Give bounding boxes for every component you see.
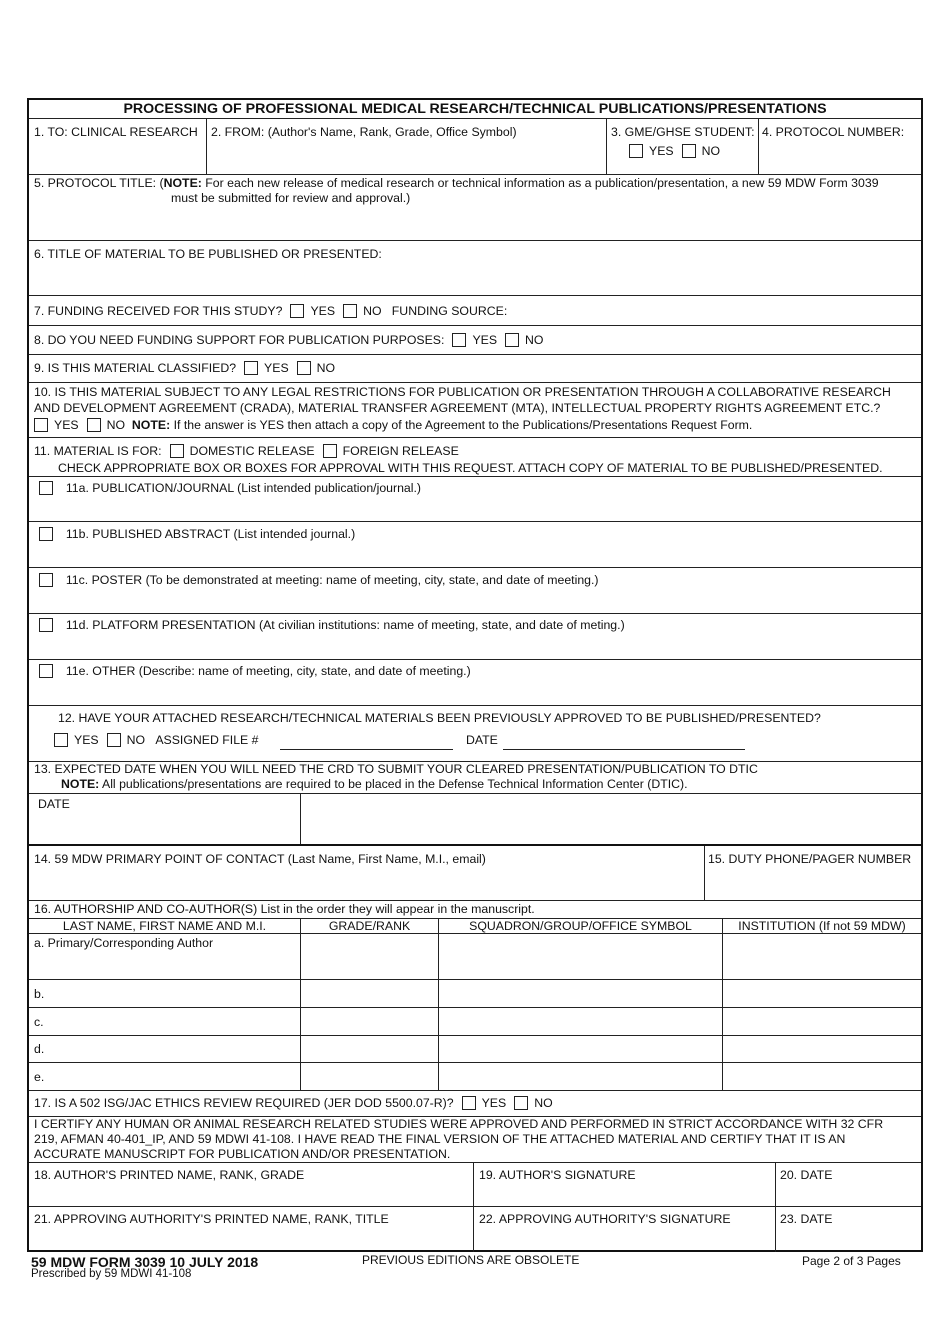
author-row-e	[29, 1063, 921, 1091]
expected-date-field-row	[29, 794, 921, 846]
page-number: Page 2 of 3 Pages	[802, 1254, 901, 1268]
authorship-label-row	[29, 901, 921, 918]
author-e-institution-cell[interactable]	[722, 1063, 921, 1090]
funding-received-row	[29, 296, 921, 326]
author-printed-name-field[interactable]	[29, 1163, 474, 1206]
author-c-grade-cell[interactable]	[300, 1008, 438, 1035]
contact-row	[29, 846, 921, 901]
col-institution-header: INSTITUTION (If not 59 MDW)	[738, 919, 906, 933]
assigned-file-label: ASSIGNED FILE #	[155, 733, 259, 747]
previously-approved-label: 12. HAVE YOUR ATTACHED RESEARCH/TECHNICAL MATERIALS BEEN PREVIOUSLY APPROVED TO BE PUBLISHED/PRESENTED?	[58, 711, 821, 725]
assigned-file-input[interactable]	[280, 749, 453, 750]
legal-no-label: NO	[106, 418, 126, 432]
legal-restrictions-line2: AND DEVELOPMENT AGREEMENT (CRADA), MATERIAL TRANSFER AGREEMENT (MTA), INTELLECTUAL PROPERTY RIGHTS AGREEMENT ETC.?	[34, 401, 881, 415]
funding-support-label: 8. DO YOU NEED FUNDING SUPPORT FOR PUBLICATION PURPOSES:	[34, 333, 445, 347]
author-signature-field[interactable]	[473, 1163, 776, 1206]
expected-date-blank	[300, 794, 921, 844]
protocol-title-label: 5. PROTOCOL TITLE: (	[34, 176, 164, 190]
legal-note: NOTE:	[131, 418, 171, 432]
funding-received-label: 7. FUNDING RECEIVED FOR THIS STUDY?	[34, 304, 283, 318]
author-b-name-cell[interactable]	[29, 980, 300, 1007]
expected-date-note-text: All publications/presentations are required to be placed in the Defense Technical Information Center (DTIC).	[99, 777, 688, 791]
author-b-grade-cell[interactable]	[300, 980, 438, 1007]
funding-support-yes-checkbox[interactable]	[452, 333, 466, 347]
author-b-squadron-cell[interactable]	[438, 980, 722, 1007]
approver-date-field[interactable]	[775, 1207, 921, 1252]
author-e-grade-cell[interactable]	[300, 1063, 438, 1090]
option-11a-label: 11a. PUBLICATION/JOURNAL (List intended publication/journal.)	[65, 481, 422, 495]
option-11e-row	[29, 660, 921, 706]
obsolete-notice: PREVIOUS EDITIONS ARE OBSOLETE	[362, 1253, 580, 1267]
legal-restrictions-row	[29, 383, 921, 438]
author-c-name-cell[interactable]	[29, 1008, 300, 1035]
legal-yes-label: YES	[54, 418, 79, 432]
classified-no-label: NO	[316, 361, 336, 375]
author-a-grade-cell[interactable]	[300, 934, 438, 979]
author-c-institution-cell[interactable]	[722, 1008, 921, 1035]
col-squadron-header: SQUADRON/GROUP/OFFICE SYMBOL	[469, 919, 692, 933]
approved-date-input[interactable]	[503, 749, 745, 750]
legal-note-text: If the answer is YES then attach a copy of the Agreement to the Publications/Presentations Request Form.	[170, 418, 753, 432]
option-11a-row	[29, 477, 921, 522]
author-c-squadron-cell[interactable]	[438, 1008, 722, 1035]
funding-yes-checkbox[interactable]	[290, 304, 304, 318]
ethics-review-label: 17. IS A 502 ISG/JAC ETHICS REVIEW REQUIRED (JER DOD 5500.07-R)?	[34, 1096, 454, 1110]
approved-no-label: NO	[126, 733, 146, 747]
classified-no-checkbox[interactable]	[297, 361, 311, 375]
approver-signature-field[interactable]	[473, 1207, 776, 1252]
previously-approved-row	[29, 706, 921, 762]
duty-phone-label: 15. DUTY PHONE/PAGER NUMBER	[708, 852, 912, 866]
classified-label: 9. IS THIS MATERIAL CLASSIFIED?	[34, 361, 237, 375]
expected-date-label: 13. EXPECTED DATE WHEN YOU WILL NEED THE CRD TO SUBMIT YOUR CLEARED PRESENTATION/PUBLICATION TO DTIC	[34, 762, 758, 776]
legal-no-checkbox[interactable]	[87, 418, 101, 432]
ethics-yes-checkbox[interactable]	[462, 1096, 476, 1110]
approver-signature-label: 22. APPROVING AUTHORITY'S SIGNATURE	[479, 1212, 731, 1226]
from-field[interactable]	[206, 119, 606, 174]
material-instruction: CHECK APPROPRIATE BOX OR BOXES FOR APPROVAL WITH THIS REQUEST. ATTACH COPY OF MATERIAL TO BE PUBLISHED/PRESENTED.	[58, 461, 883, 475]
funding-no-label: NO	[363, 304, 382, 318]
funding-support-no-checkbox[interactable]	[505, 333, 519, 347]
certification-statement	[29, 1117, 921, 1163]
primary-contact-field[interactable]	[29, 846, 705, 900]
protocol-title-note-text2: must be submitted for review and approval.)	[171, 191, 411, 205]
material-title-label: 6. TITLE OF MATERIAL TO BE PUBLISHED OR PRESENTED:	[34, 247, 382, 261]
option-11d-label: 11d. PLATFORM PRESENTATION (At civilian institutions: name of meeting, state, and date of meting.)	[65, 618, 625, 632]
expected-date-row	[29, 762, 921, 794]
authorship-header-row	[29, 918, 921, 934]
author-row-a	[29, 934, 921, 980]
author-c-label: c.	[34, 1015, 44, 1029]
primary-contact-label: 14. 59 MDW PRIMARY POINT OF CONTACT (Last Name, First Name, M.I., email)	[34, 852, 486, 866]
from-label: 2. FROM: (Author's Name, Rank, Grade, Office Symbol)	[211, 125, 517, 139]
form-page	[27, 98, 923, 1252]
to-label: 1. TO: CLINICAL RESEARCH	[34, 125, 198, 139]
protocol-title-note: NOTE:	[163, 176, 202, 190]
form-title: PROCESSING OF PROFESSIONAL MEDICAL RESEARCH/TECHNICAL PUBLICATIONS/PRESENTATIONS	[29, 100, 921, 119]
author-b-label: b.	[34, 987, 45, 1001]
option-11c-row	[29, 568, 921, 614]
author-d-label: d.	[34, 1042, 45, 1056]
author-d-squadron-cell[interactable]	[438, 1036, 722, 1062]
prescribed-by: Prescribed by 59 MDWI 41-108	[31, 1268, 192, 1280]
material-for-row	[29, 438, 921, 477]
option-11b-row	[29, 522, 921, 568]
material-title-field[interactable]	[29, 241, 921, 296]
author-e-name-cell[interactable]	[29, 1063, 300, 1090]
ethics-review-row	[29, 1091, 921, 1117]
certify-line2: 219, AFMAN 40-401_IP, AND 59 MDWI 41-108. I HAVE READ THE FINAL VERSION OF THE ATTACHED MATERIAL AND CERTIFY THAT IT IS AN	[34, 1132, 846, 1146]
expected-date-note: NOTE:	[61, 777, 100, 791]
gme-yes-checkbox[interactable]	[629, 144, 643, 158]
funding-support-no-label: NO	[525, 333, 544, 347]
foreign-release-label: FOREIGN RELEASE	[342, 444, 459, 458]
approved-yes-label: YES	[74, 733, 99, 747]
authorship-label: 16. AUTHORSHIP AND CO-AUTHOR(S) List in the order they will appear in the manuscript.	[34, 902, 535, 916]
material-for-label: 11. MATERIAL IS FOR:	[34, 444, 162, 458]
ethics-yes-label: YES	[481, 1096, 507, 1110]
funding-support-row	[29, 326, 921, 355]
option-11a-checkbox[interactable]	[39, 481, 53, 495]
author-e-label: e.	[34, 1070, 45, 1084]
row-header-fields	[29, 119, 921, 175]
legal-yes-checkbox[interactable]	[34, 418, 48, 432]
gme-label: 3. GME/GHSE STUDENT:	[611, 125, 755, 139]
author-row-d	[29, 1036, 921, 1063]
author-a-name-cell[interactable]	[29, 934, 300, 979]
option-11b-checkbox[interactable]	[39, 527, 53, 541]
protocol-title-field[interactable]	[29, 175, 921, 241]
author-a-label: a. Primary/Corresponding Author	[34, 936, 214, 950]
protocol-number-label: 4. PROTOCOL NUMBER:	[762, 125, 905, 139]
author-printed-name-label: 18. AUTHOR'S PRINTED NAME, RANK, GRADE	[34, 1168, 305, 1182]
certify-line1: I CERTIFY ANY HUMAN OR ANIMAL RESEARCH RELATED STUDIES WERE APPROVED AND PERFORMED IN STRICT ACCORDANCE WITH 32 CFR	[34, 1117, 884, 1131]
author-d-institution-cell[interactable]	[722, 1036, 921, 1062]
approver-printed-name-field[interactable]	[29, 1207, 474, 1252]
approver-date-label: 23. DATE	[780, 1212, 833, 1226]
option-11c-label: 11c. POSTER (To be demonstrated at meeting: name of meeting, city, state, and date of meeting.)	[65, 573, 599, 587]
author-row-c	[29, 1008, 921, 1036]
option-11d-checkbox[interactable]	[39, 618, 53, 632]
col-name-header: LAST NAME, FIRST NAME AND M.I.	[62, 919, 267, 933]
author-b-institution-cell[interactable]	[722, 980, 921, 1007]
form-id: 59 MDW FORM 3039 10 JULY 2018	[31, 1254, 259, 1270]
approver-signature-row	[29, 1207, 921, 1252]
classified-row	[29, 355, 921, 383]
approved-no-checkbox[interactable]	[107, 733, 121, 747]
option-11b-label: 11b. PUBLISHED ABSTRACT (List intended journal.)	[65, 527, 356, 541]
ethics-no-checkbox[interactable]	[514, 1096, 528, 1110]
option-11e-label: 11e. OTHER (Describe: name of meeting, city, state, and date of meeting.)	[65, 664, 471, 678]
protocol-number-field[interactable]	[758, 119, 921, 174]
duty-phone-field[interactable]	[704, 846, 921, 900]
author-d-name-cell[interactable]	[29, 1036, 300, 1062]
gme-no-checkbox[interactable]	[682, 144, 696, 158]
gme-yes-label: YES	[649, 144, 674, 158]
gme-student-field	[606, 119, 758, 174]
option-11d-row	[29, 614, 921, 660]
author-row-b	[29, 980, 921, 1008]
funding-support-yes-label: YES	[472, 333, 498, 347]
approved-yes-checkbox[interactable]	[54, 733, 68, 747]
classified-yes-checkbox[interactable]	[244, 361, 258, 375]
legal-restrictions-line1: 10. IS THIS MATERIAL SUBJECT TO ANY LEGAL RESTRICTIONS FOR PUBLICATION OR PRESENTATION THROUGH A COLLABORATIVE RESEARCH	[34, 385, 891, 399]
author-d-grade-cell[interactable]	[300, 1036, 438, 1062]
author-date-label: 20. DATE	[780, 1168, 833, 1182]
funding-no-checkbox[interactable]	[343, 304, 357, 318]
author-a-squadron-cell[interactable]	[438, 934, 722, 979]
ethics-no-label: NO	[534, 1096, 553, 1110]
option-11e-checkbox[interactable]	[39, 664, 53, 678]
approver-printed-name-label: 21. APPROVING AUTHORITY'S PRINTED NAME, RANK, TITLE	[34, 1212, 389, 1226]
domestic-release-label: DOMESTIC RELEASE	[189, 444, 315, 458]
gme-no-label: NO	[701, 144, 721, 158]
author-date-field[interactable]	[775, 1163, 921, 1206]
author-signature-label: 19. AUTHOR'S SIGNATURE	[479, 1168, 636, 1182]
author-a-institution-cell[interactable]	[722, 934, 921, 979]
approved-date-label: DATE	[466, 733, 498, 747]
certify-line3: ACCURATE MANUSCRIPT FOR PUBLICATION AND/OR PRESENTATION.	[34, 1147, 451, 1161]
author-signature-row	[29, 1163, 921, 1207]
foreign-release-checkbox[interactable]	[323, 444, 337, 458]
funding-source-label: FUNDING SOURCE:	[391, 304, 508, 318]
col-grade-header: GRADE/RANK	[328, 919, 411, 933]
option-11c-checkbox[interactable]	[39, 573, 53, 587]
protocol-title-note-text: For each new release of medical research or technical information as a publication/presentation, a new 59 MDW Form 3039	[201, 176, 879, 190]
author-e-squadron-cell[interactable]	[438, 1063, 722, 1090]
expected-date-field[interactable]	[29, 794, 301, 844]
domestic-release-checkbox[interactable]	[170, 444, 184, 458]
funding-yes-label: YES	[310, 304, 336, 318]
expected-date-date-label: DATE	[38, 797, 70, 811]
classified-yes-label: YES	[264, 361, 289, 375]
to-field[interactable]	[29, 119, 207, 174]
